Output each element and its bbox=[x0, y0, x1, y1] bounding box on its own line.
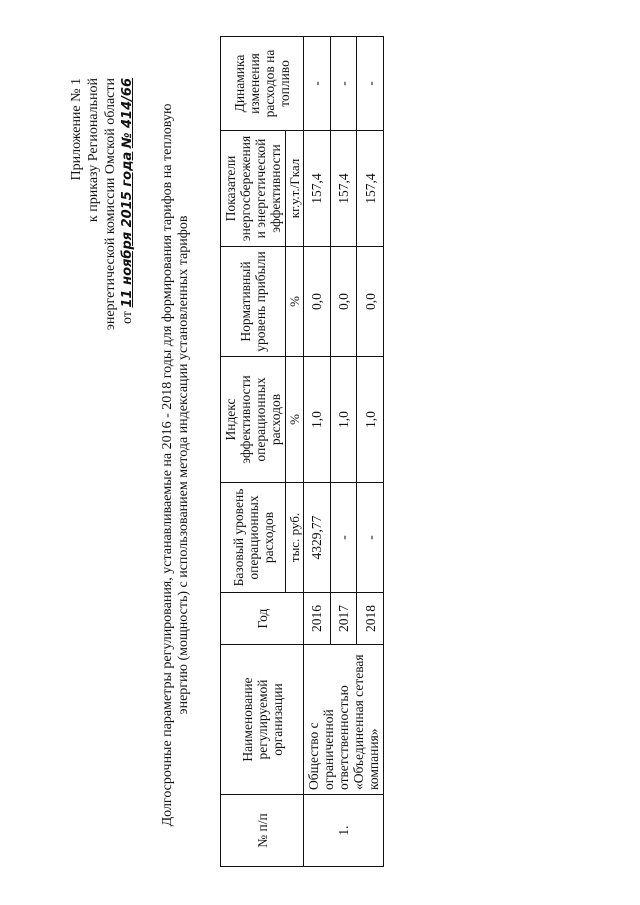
title-line-1: Долгосрочные параметры регулирования, устанавливаемые на 2016 - 2018 годы для формирования тарифов на тепловую bbox=[160, 103, 175, 827]
header-org: Наименование регулируемой организации bbox=[221, 645, 304, 795]
cell-index: 1,0 bbox=[357, 357, 384, 483]
table-header-row bbox=[221, 37, 286, 867]
appendix-header bbox=[68, 78, 136, 330]
table-row bbox=[304, 37, 331, 867]
handwritten-date: 11 ноября 2015 года bbox=[120, 151, 135, 308]
appendix-line-4 bbox=[119, 78, 136, 330]
unit-energy: кг.у.т./Гкал bbox=[286, 131, 304, 247]
cell-year: 2016 bbox=[304, 593, 331, 645]
appendix-date-prefix: от bbox=[120, 311, 135, 324]
cell-energy: 157,4 bbox=[304, 131, 331, 247]
unit-index: % bbox=[286, 357, 304, 483]
cell-profit: 0,0 bbox=[357, 247, 384, 357]
appendix-line-3: энергетической комиссии Омской области bbox=[103, 78, 118, 331]
cell-fuel: - bbox=[330, 37, 357, 131]
appendix-line-2: к приказу Региональной bbox=[86, 78, 101, 223]
unit-base: тыс. руб. bbox=[286, 483, 304, 593]
title-line-2: энергию (мощность) с использованием метода индексации установленных тарифов bbox=[176, 215, 191, 715]
cell-index: 1,0 bbox=[304, 357, 331, 483]
header-base: Базовый уровень операционных расходов bbox=[221, 483, 286, 593]
cell-year: 2017 bbox=[330, 593, 357, 645]
handwritten-number: № 414/66 bbox=[120, 78, 135, 149]
cell-base: 4329,77 bbox=[304, 483, 331, 593]
regulation-parameters-table bbox=[220, 36, 384, 867]
cell-num: 1. bbox=[304, 795, 384, 867]
cell-energy: 157,4 bbox=[330, 131, 357, 247]
cell-base: - bbox=[330, 483, 357, 593]
cell-profit: 0,0 bbox=[304, 247, 331, 357]
unit-profit: % bbox=[286, 247, 304, 357]
appendix-line-1: Приложение № 1 bbox=[69, 78, 84, 181]
header-num: № п/п bbox=[221, 795, 304, 867]
document-title bbox=[160, 65, 192, 865]
header-index: Индекс эффективности операционных расходов bbox=[221, 357, 286, 483]
cell-fuel: - bbox=[357, 37, 384, 131]
cell-org: Общество с ограниченной ответственностью «Объединенная сетевая компания» bbox=[304, 645, 384, 795]
header-year: Год bbox=[221, 593, 304, 645]
header-profit: Нормативный уровень прибыли bbox=[221, 247, 286, 357]
header-fuel: Динамика изменения расходов на топливо bbox=[221, 37, 304, 131]
cell-energy: 157,4 bbox=[357, 131, 384, 247]
cell-index: 1,0 bbox=[330, 357, 357, 483]
cell-profit: 0,0 bbox=[330, 247, 357, 357]
cell-fuel: - bbox=[304, 37, 331, 131]
header-energy: Показатели энергосбережения и энергетической эффективности bbox=[221, 131, 286, 247]
cell-base: - bbox=[357, 483, 384, 593]
cell-year: 2018 bbox=[357, 593, 384, 645]
